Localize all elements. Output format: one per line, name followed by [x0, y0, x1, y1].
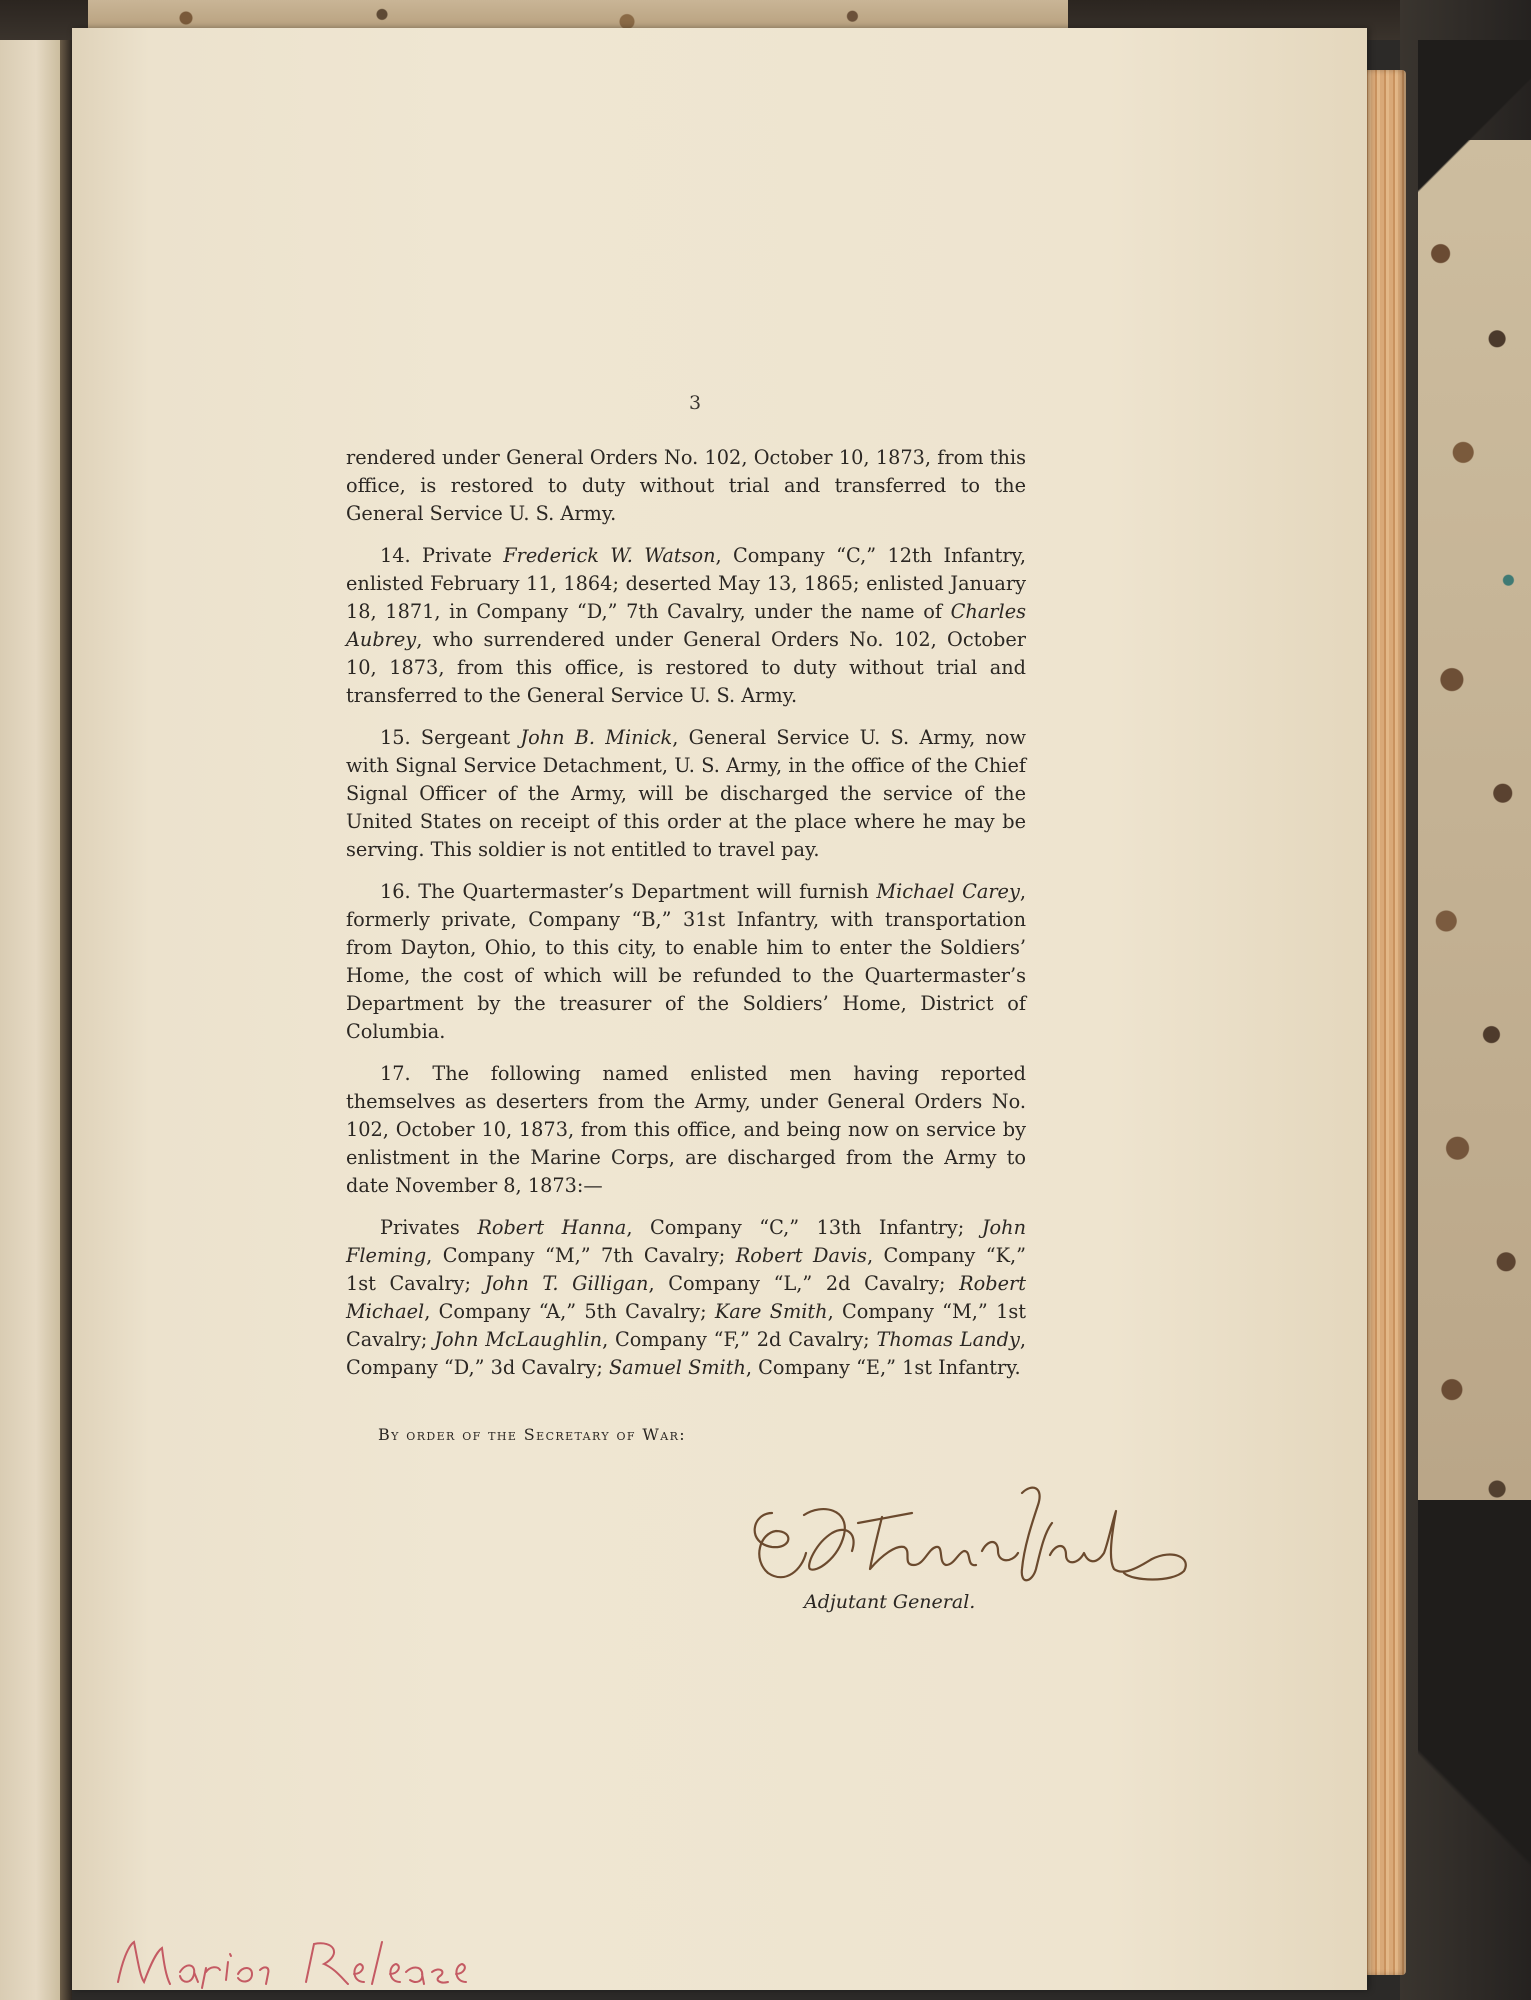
p14-name-aubrey: Charles Aubrey [346, 600, 1026, 651]
pencil-annotation [110, 1932, 490, 1992]
p14-text-b: , Company “C,” 12th Infantry, enlisted February 11, 1864; deserted May 13, 1865; enlisted January 18, 1871, in Company “D,” 7th Cavalry, under the name of [346, 544, 1027, 623]
paragraph-14 [346, 542, 1026, 710]
privates-list [346, 1214, 1026, 1382]
p16-text-b: , formerly private, Company “B,” 31st Infantry, with transportation from Dayton, Ohio, to this city, to enable him to enter the Soldiers’ Home, the cost of which will be refunded to the Quartermaster’s Department by the treasurer of the Soldiers’ Home, District of Columbia. [346, 880, 1026, 1043]
name-robert-davis: Robert Davis [735, 1244, 867, 1267]
book-gutter [60, 40, 72, 2000]
p15-text-b: , General Service U. S. Army, now with Signal Service Detachment, U. S. Army, in the office of the Chief Signal Officer of the Army, will be discharged the service of the United States on receipt of this order at the place where he may be serving. This soldier is not entitled to travel pay. [346, 726, 1026, 861]
privates-text-4: , Company “L,” 2d Cavalry; [648, 1272, 960, 1295]
p15-name-minick: John B. Minick [520, 726, 673, 749]
p16-name-carey: Michael Carey [876, 880, 1020, 903]
name-thomas-landy: Thomas Landy [876, 1328, 1020, 1351]
name-samuel-smith: Samuel Smith [608, 1356, 746, 1379]
privates-text-8: , Company “D,” 3d Cavalry; [346, 1328, 1026, 1379]
name-john-mclaughlin: John McLaughlin [434, 1328, 603, 1351]
privates-text-0: Privates [380, 1216, 478, 1239]
privates-text-3: , Company “K,” 1st Cavalry; [346, 1244, 1026, 1295]
p16-text-a: 16. The Quartermaster’s Department will furnish [380, 880, 877, 903]
p14-name-watson: Frederick W. Watson [503, 544, 716, 567]
privates-text-6: , Company “M,” 1st Cavalry; [346, 1300, 1026, 1351]
name-kare-smith: Kare Smith [714, 1300, 828, 1323]
paragraph-15 [346, 724, 1026, 864]
name-john-gilligan: John T. Gilligan [484, 1272, 649, 1295]
leather-corner-bottom [1418, 1500, 1531, 2000]
signature-title: Adjutant General. [804, 1591, 976, 1613]
order-authority-line: By order of the Secretary of War: [378, 1425, 687, 1444]
page-number: 3 [688, 392, 702, 414]
privates-text-1: , Company “C,” 13th Infantry; [626, 1216, 982, 1239]
order-text [346, 444, 1026, 1396]
p14-text-c: , who surrendered under General Orders No. 102, October 10, 1873, from this office, is restored to duty without trial and transferred to the General Service U. S. Army. [346, 628, 1026, 707]
leather-corner-top [1418, 40, 1531, 200]
p15-text-a: 15. Sergeant [380, 726, 521, 749]
name-robert-michael: Robert Michael [346, 1272, 1026, 1323]
p14-text-a: 14. Private [380, 544, 504, 567]
marbled-board [1418, 140, 1531, 1560]
page-edges [1362, 70, 1406, 1975]
name-robert-hanna: Robert Hanna [477, 1216, 627, 1239]
privates-text-2: , Company “M,” 7th Cavalry; [426, 1244, 736, 1267]
privates-text-5: , Company “A,” 5th Cavalry; [424, 1300, 715, 1323]
facing-page-edge [0, 40, 60, 2000]
paragraph-17: 17. The following named enlisted men having reported themselves as deserters from the Army, under General Orders No. 102, October 10, 1873, from this office, and being now on service by enlistment in the Marine Corps, are discharged from the Army to date November 8, 1873:— [346, 1062, 1026, 1197]
name-john-fleming: John Fleming [346, 1216, 1026, 1267]
privates-text-9: , Company “E,” 1st Infantry. [745, 1356, 1021, 1379]
paragraph-16 [346, 878, 1026, 1046]
privates-text-7: , Company “F,” 2d Cavalry; [602, 1328, 877, 1351]
paragraph-13-continued: rendered under General Orders No. 102, October 10, 1873, from this office, is restored to duty without trial and transferred to the General Service U. S. Army. [346, 446, 1026, 525]
document-page [72, 28, 1367, 1990]
handwritten-signature [732, 1473, 1202, 1603]
